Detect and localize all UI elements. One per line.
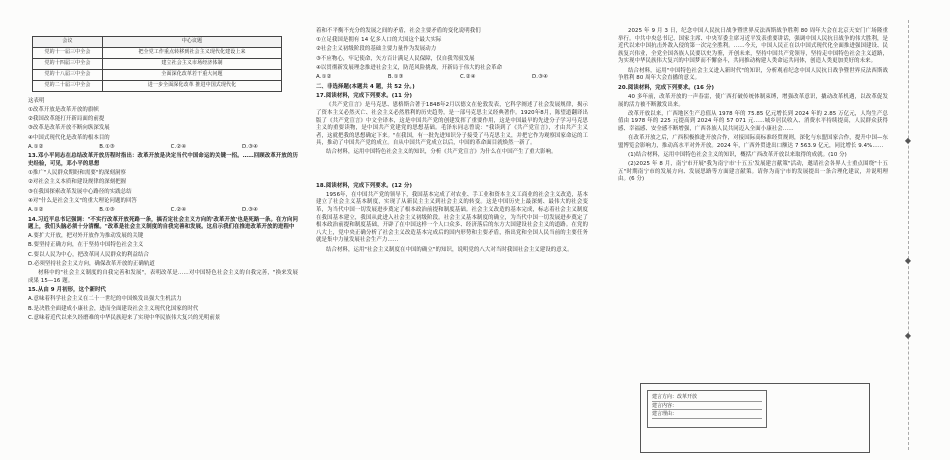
option-statement: ①推广"人民群众期盼和需要"的深刻洞察	[28, 170, 126, 177]
answer-box	[640, 383, 870, 453]
table-row	[33, 69, 282, 80]
table-cell: 党的十一届三中全会	[33, 47, 103, 58]
question-18: 18.阅读材料，完成下列要求。(12 分)	[316, 182, 413, 189]
form-line: 建言方向：改革开放	[652, 393, 762, 402]
option-statement: ②社会主义初级阶段的基础主要力量作为发展动力	[316, 46, 437, 53]
question-prompt: 结合材料，运用"社会主义制度在中国的确立"的知识，说明党的八大对当时我国社会主义建设的意义。	[326, 246, 573, 253]
answer-choice: D.③④	[242, 143, 258, 150]
question-17: 17.阅读材料，完成下列要求。(11 分)	[316, 93, 413, 100]
question-lead: 着和不平衡不充分的发展之间的矛盾，社会主要矛盾的变化说明我们	[316, 28, 481, 34]
option-statement: B.是决胜全面建成小康社会，进而全面建设社会主义现代化国家的时代	[28, 305, 199, 312]
table-cell: 进一步全面深化改革 推进中国式现代化	[103, 80, 282, 91]
option-statement: A.意味着科学社会主义在二十一世纪的中国焕发出强大生机活力	[28, 296, 182, 303]
form-line: 建言理由：	[652, 410, 762, 419]
answer-choice: B.①③	[99, 143, 115, 150]
table-header: 中心议题	[103, 37, 282, 48]
option-statement: ③改革是改革开放不断向纵深发展	[28, 125, 110, 132]
binding-hole-icon: ◆	[904, 136, 912, 145]
question-prompt: 结合材料，运用中国特色社会主义的知识，分析《共产党宣言》为什么在中国产生了重大影响。	[326, 149, 557, 156]
answer-choice: D.③④	[532, 73, 548, 80]
answer-choices	[28, 207, 298, 215]
answer-choice: D.③④	[242, 206, 258, 213]
answer-choice: B.①③	[99, 206, 115, 213]
table-row	[33, 47, 282, 58]
question-13: 13.邓小平同志在总结改革开放历程时指出：改革开放是决定当代中国命运的关键一招。……回顾改革开放的历史经验，可见，邓小平的思想	[28, 153, 298, 167]
binding-line	[908, 20, 909, 450]
question-15: 15.从由 9 月初形，这个新时代	[28, 287, 107, 294]
table-row	[33, 58, 282, 69]
question-prompt: (2)2025 年 8 月，南宁市开展"我为南宁市'十五五'发展建言献策"活动，邀请社会各界人士重点围绕"十五五"时期南宁市的发展方向、发展思路等方面建言献策。请你为南宁市的发展提出一条合理化建议，并说明理由。(6 分)	[618, 161, 888, 183]
material-note: 材料中的"社会主义制度的自我完善和发展"，表明改革是……对中国特色社会主义的自我完善，"换来发展成果 15—16 题。	[28, 270, 298, 284]
option-statement: ④以贯彻新发展理念推进社会主义，防范风险挑战，开新局于伟大的社会革命	[316, 64, 503, 71]
answer-choice: A.①②	[28, 206, 44, 213]
section-heading: 二、非选择题(本题共 4 题，共 52 分。)	[316, 83, 415, 90]
form-line: 建言内容：	[652, 402, 762, 411]
material-text: 40 多年前，改革开放的一声春雷，使广西打破传统体制束缚，增强改革意识，撬动改革机遇，以改革促发展的活力被不断激发出来。	[618, 93, 888, 108]
table-cell: 建立社会主义市场经济体制	[103, 58, 282, 69]
suggestion-form	[647, 390, 767, 428]
question-20: 20.阅读材料，完成下列要求。(16 分)	[618, 84, 715, 91]
material-text: 2025 年 9 月 3 日，纪念中国人民抗日战争暨世界反法西斯战争胜利 80 周年大会在北京天安门广场隆重举行。中共中央总书记、国家主席、中央军委主席习近平发表重要讲话，强调中国人民抗日战争的伟大胜利，是近代以来中国抗击外敌入侵的第一次完全胜利。……今天，中国人民正在以中国式现代化全面推进强国建设、民族复兴伟业，全党全国各族人民要以史为鉴，开创未来，坚持中国共产党领导，坚持走中国特色社会主义道路，为实现中华民族伟大复兴的中国梦而不懈奋斗，共同推动构建人类命运共同体，创造人类更加美好的未来。	[618, 28, 888, 65]
table-header: 会议	[33, 37, 103, 48]
table-cell: 把全党工作重点转移到社会主义现代化建设上来	[103, 47, 282, 58]
option-statement: C.意味着近代以来久经磨难的中华民族迎来了实现中华民族伟大复兴的光明前景	[28, 314, 221, 321]
table-cell: 党的十八届三中全会	[33, 69, 103, 80]
answer-space	[316, 159, 588, 181]
question-14: 14.习近平总书记强调："不实行改革开放死路一条，搞否定社会主义方向的'改革开放'也是死路一条。在方向问题上，我们头脑必须十分清醒。"改革是社会主义制度的自我完善和发展。这启示我们在推进改革开放的进程中	[28, 216, 298, 231]
answer-choice: C.②④	[459, 73, 476, 80]
meetings-table	[32, 36, 282, 92]
material-text: 《共产党宣言》是马克思、恩格斯合著于1848年2月以德文在伦敦发表，它科学阐述了社会发展规律，揭示了资本主义必然灭亡、社会主义必然胜利的历史趋势，是一部马克思主义经典著作。1920年8月，陈望道翻译出版了《共产党宣言》中文全译本，这是中国共产党的创建发挥了重要作用，这是中国最早的先进分子学习马克思主义的重要读物，是中国共产党建党的思想基础。毛泽东同志曾说："我读到了《共产党宣言》，才由共产主义者，这就把我的思想确定下来。"在我国，有一批先进知识分子接受了马克思主义，并把它作为观察国家命运的工具，推动了中国共产党的成立。自从中国共产党成立以后，中国的革命面目就焕然一新了。	[316, 102, 588, 147]
column-right	[618, 28, 888, 185]
answer-choice: C.②④	[170, 143, 187, 150]
answer-choice: C.②④	[170, 206, 187, 213]
table-cell: 党的二十届三中全会	[33, 80, 103, 91]
answer-choices	[316, 74, 588, 82]
option-statement: ④中国式现代化是改革的根本目的	[28, 134, 110, 141]
question-intro: 这表明	[28, 97, 45, 104]
option-statement: D.必须坚持社会主义方向，确保改革开放的正确轨道	[28, 260, 155, 267]
option-statement: ①改革开放是改革开放的旗帜	[28, 107, 99, 114]
answer-choice: A.①②	[28, 143, 44, 150]
answer-choice: B.①③	[387, 73, 404, 80]
option-statement: B.要坚持正确方向，在于坚持中国特色社会主义	[28, 242, 144, 249]
option-statement: ③在我国探索改革发展中心路径的实践总结	[28, 188, 132, 195]
material-text: 在改革开放之后，广西积极推进开放合作，对接国际高标准经贸规则，深化与东盟国家合作，提升中国—东盟博览会影响力，推动高水平对外开放。2024 年，广西外贸进出口额达 7 563.9 亿元，同比增长 9.4%……	[618, 135, 888, 149]
option-statement: A.要扩大开放，把对外开放作为推动发展的关键	[28, 233, 144, 240]
answer-choices	[28, 144, 298, 152]
column-left	[28, 28, 298, 324]
option-statement: ②我国改革能打开新局面的前提	[28, 116, 105, 123]
question-prompt: (1)结合材料，运用中国特色社会主义的知识，概括广西改革开放以来取得的成就。(10 分)	[628, 151, 847, 158]
binding-hole-icon: ◆	[904, 256, 912, 265]
table-row	[33, 80, 282, 91]
option-statement: ②对社会主义本质和建设规律的深刻把握	[28, 179, 127, 186]
option-statement: C.要以人民为中心，把改革同人民群众的利益结合	[28, 251, 149, 258]
option-statement: ①立足我国是拥有 14 亿多人口的大国这个最大实际	[316, 37, 442, 44]
table-cell: 党的十四届三中全会	[33, 58, 103, 69]
material-text: 1956年，在中国共产党的领导下，我国基本完成了对农业、手工业和资本主义工商业的社会主义改造，基本建立了社会主义基本制度，实现了从新民主主义到社会主义的转变。这是中国历史上最深刻、最伟大的社会变革，为当代中国一切发展进步奠定了根本政治前提和制度基础。社会主义改造的基本完成，标志着社会主义制度在我国基本建立，我国从此进入社会主义初级阶段。社会主义基本制度的确立，为当代中国一切发展进步奠定了根本政治前提和制度基础，开辟了在中国这样一个人口众多、经济落后的东方大国建设社会主义的道路。在党的八大上，党中央正确分析了社会主义改造基本完成后的国内形势和主要矛盾，指出党和全国人民当前的主要任务就是集中力量发展社会生产力……	[316, 191, 588, 244]
option-statement: ④对"什么是社会主义"的重大理论问题的回答	[28, 197, 137, 204]
binding-hole-icon: ◆	[904, 331, 912, 340]
material-text: 改革开放以来，广西地区生产总值从 1978 年的 75.85 亿元增长到 2024 年的 2.85 万亿元，人均生产总值由 1978 年的 225 元提高到 2024 年的 57 071 元……城乡居民收入、消费水平持续提高，人民群众获得感、幸福感、安全感不断增强，广西各族人民共同迈入全面小康社会……	[618, 110, 888, 132]
table-cell: 全面深化改革若干重大问题	[103, 69, 282, 80]
answer-choice: A.①②	[316, 73, 332, 80]
question-prompt: 结合材料，运用"中国特色社会主义进入新时代"的知识，分析观看纪念中国人民抗日战争暨世界反法西斯战争胜利 80 周年大会直播的意义。	[618, 67, 888, 82]
column-middle	[316, 28, 588, 256]
option-statement: ③不应物心，牢记使命，矢方百计满足人民保障，仅自我驾驭发展	[316, 55, 475, 62]
